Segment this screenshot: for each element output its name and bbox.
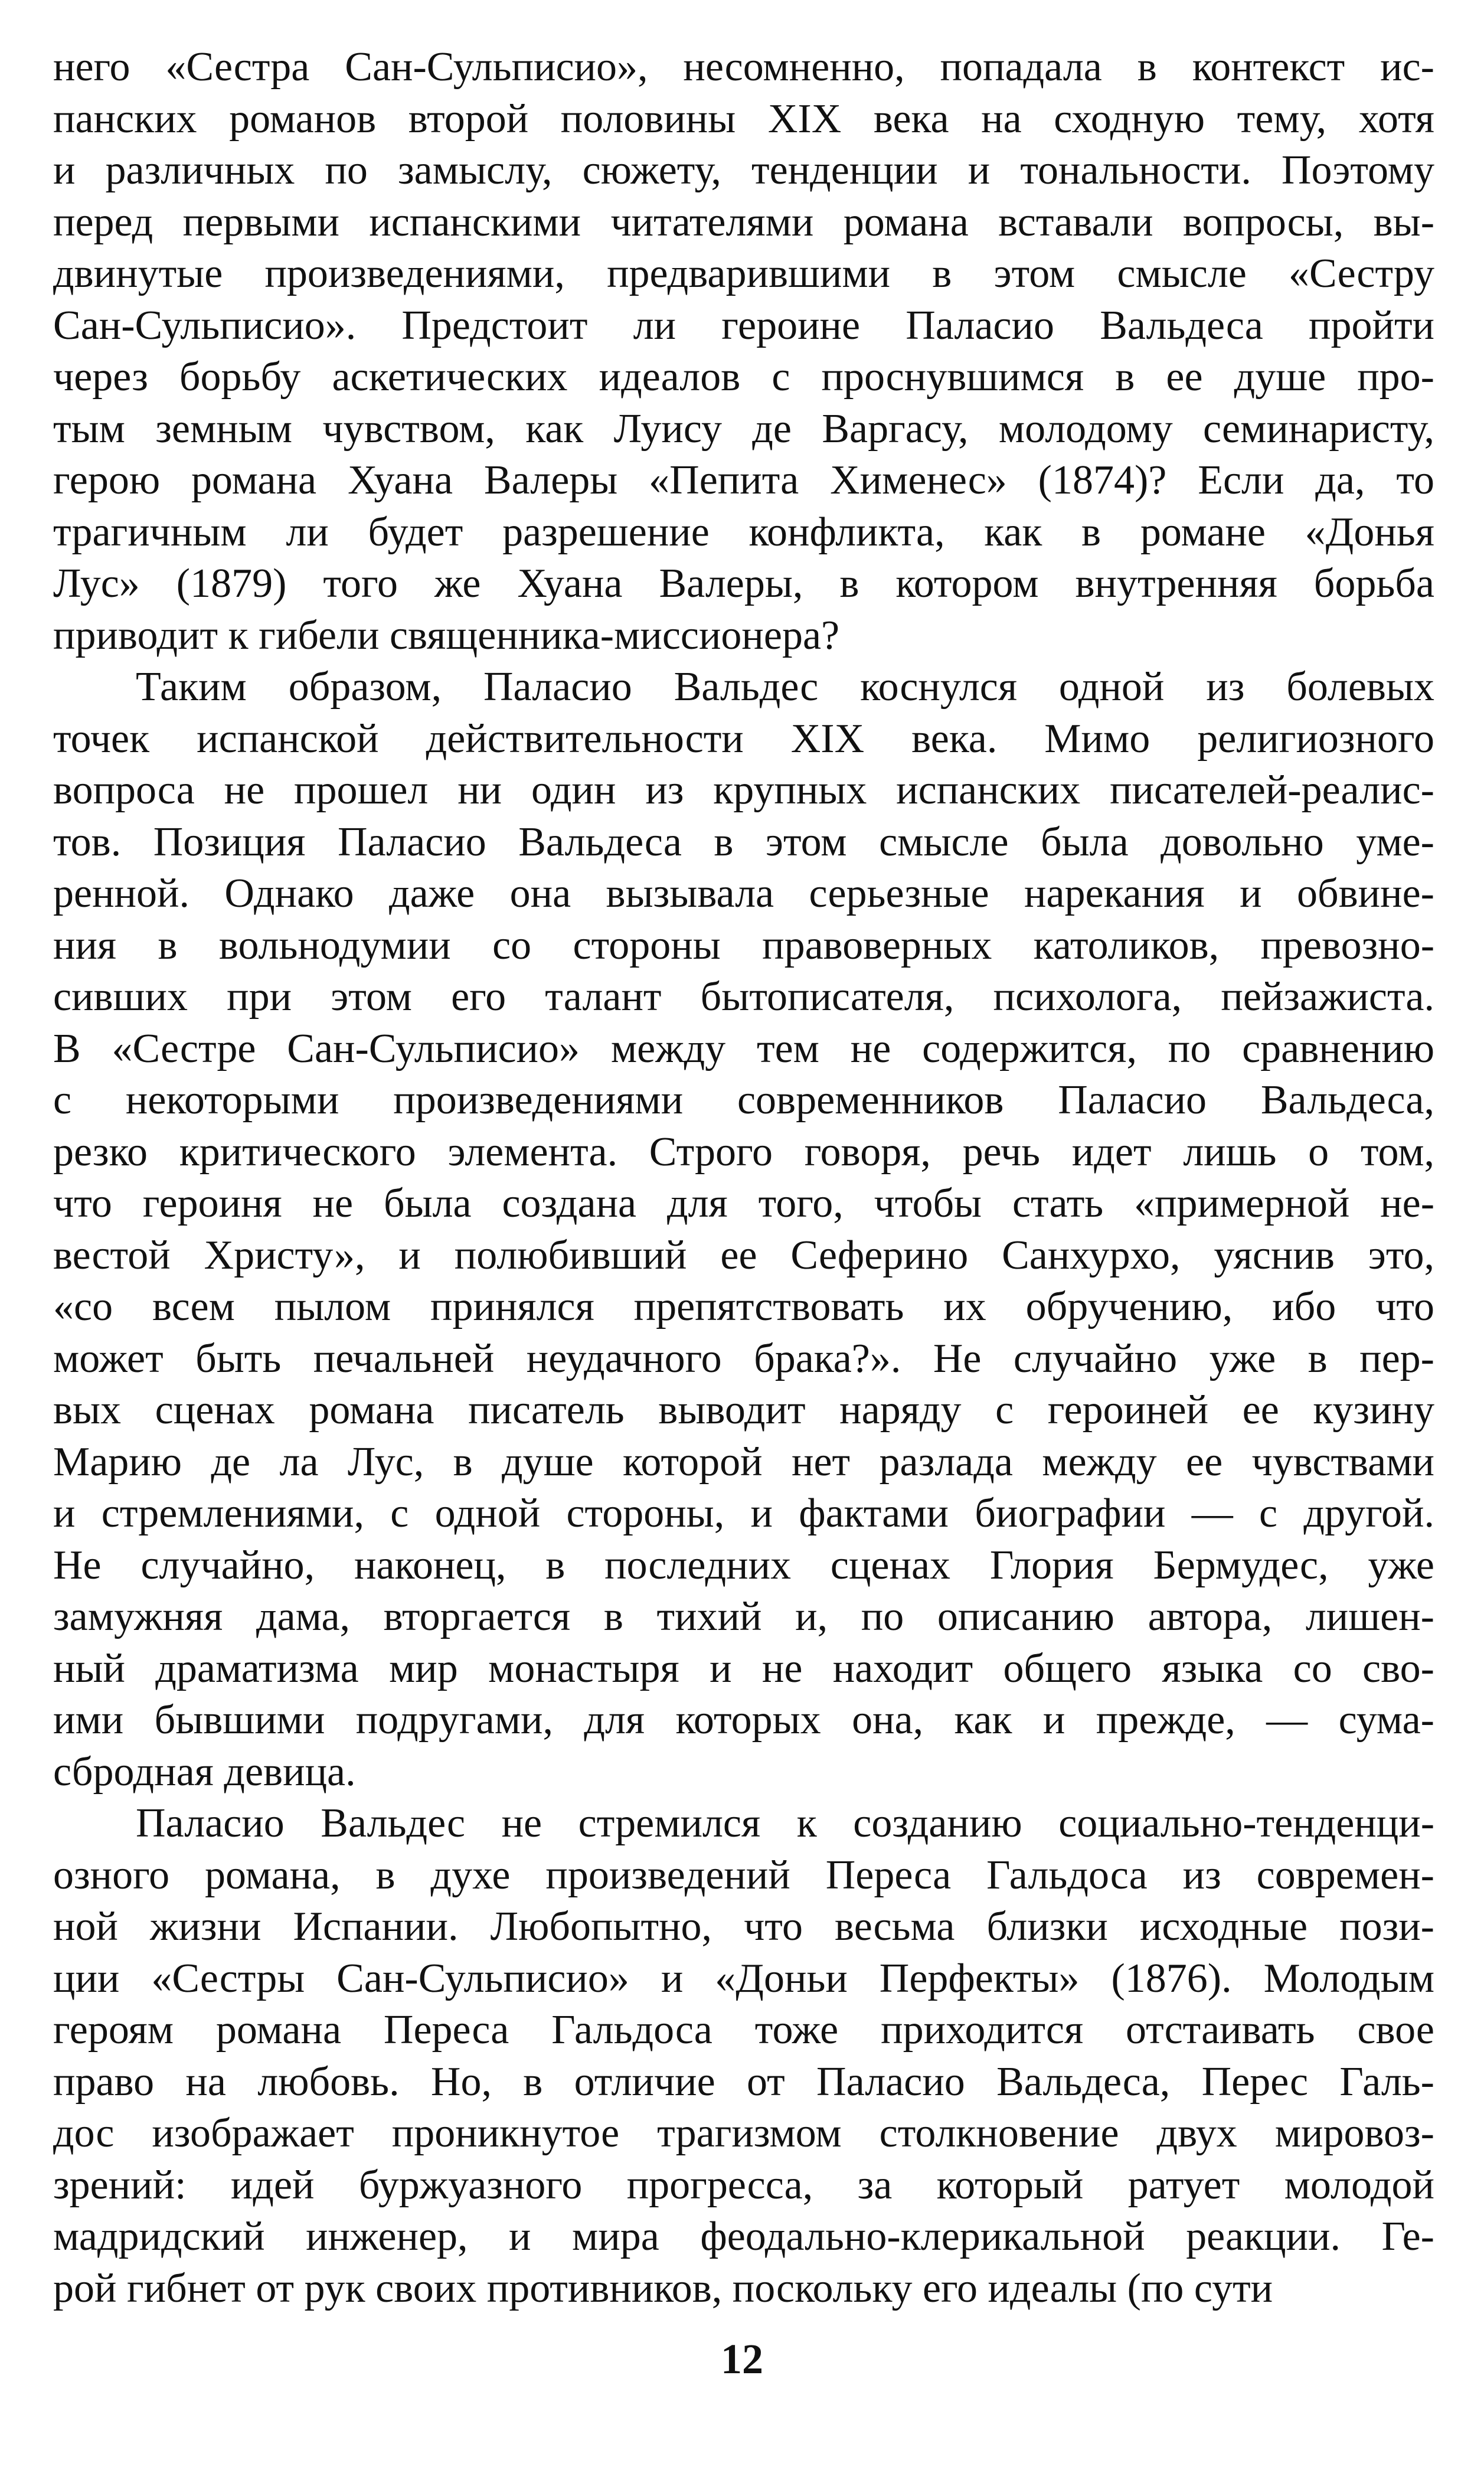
text-line: перед первыми испанскими читателями романа вставали вопросы, вы-: [53, 199, 1434, 245]
text-line: тым земным чувством, как Луису де Варгасу, молодому семинаристу,: [53, 406, 1434, 452]
text-line: панских романов второй половины XIX века на сходную тему, хотя: [53, 96, 1434, 142]
text-line: через борьбу аскетических идеалов с проснувшимся в ее душе про-: [53, 354, 1434, 400]
page-number: 12: [721, 2335, 763, 2383]
text-line: Марию де ла Лус, в душе которой нет разлада между ее чувствами: [53, 1439, 1434, 1485]
text-line: право на любовь. Но, в отличие от Паласио Вальдеса, Перес Галь-: [53, 2059, 1434, 2105]
text-line: Лус» (1879) того же Хуана Валеры, в котором внутренняя борьба: [53, 561, 1434, 606]
text-line: и стремлениями, с одной стороны, и фактами биографии — с другой.: [53, 1491, 1434, 1536]
text-line: герою романа Хуана Валеры «Пепита Хименес» (1874)? Если да, то: [53, 458, 1434, 503]
text-line: резко критического элемента. Строго говоря, речь идет лишь о том,: [53, 1129, 1434, 1175]
text-line: дос изображает проникнутое трагизмом столкновение двух мировоз-: [53, 2110, 1434, 2156]
text-line: ный драматизма мир монастыря и не находит общего языка со сво-: [53, 1645, 1434, 1691]
text-line: «со всем пылом принялся препятствовать их обручению, ибо что: [53, 1284, 1434, 1329]
text-line: Не случайно, наконец, в последних сценах Глория Бермудес, уже: [53, 1542, 1434, 1588]
text-line: ции «Сестры Сан-Сульписио» и «Доньи Перфекты» (1876). Молодым: [53, 1955, 1434, 2001]
text-line: В «Сестре Сан-Сульписио» между тем не содержится, по сравнению: [53, 1025, 1434, 1071]
text-line: рой гибнет от рук своих противников, поскольку его идеалы (по сути: [53, 2265, 1273, 2311]
text-line: тов. Позиция Паласио Вальдеса в этом смысле была довольно уме-: [53, 819, 1434, 865]
text-line: мадридский инженер, и мира феодально-клерикальной реакции. Ге-: [53, 2214, 1434, 2259]
body-text: [53, 41, 1434, 2314]
text-line: с некоторыми произведениями современников Паласио Вальдеса,: [53, 1077, 1434, 1123]
text-line: что героиня не была создана для того, чтобы стать «примерной не-: [53, 1181, 1434, 1226]
text-line: трагичным ли будет разрешение конфликта, как в романе «Донья: [53, 509, 1434, 555]
text-line: может быть печальней неудачного брака?». Не случайно уже в пер-: [53, 1335, 1434, 1381]
text-line: Паласио Вальдес не стремился к созданию социально-тенденци-: [136, 1801, 1434, 1846]
text-line: вестой Христу», и полюбивший ее Сеферино Санхурхо, уяснив это,: [53, 1232, 1434, 1278]
text-line: Таким образом, Паласио Вальдес коснулся одной из болевых: [136, 664, 1434, 710]
text-line: ими бывшими подругами, для которых она, как и прежде, — сума-: [53, 1697, 1434, 1743]
text-line: Сан-Сульписио». Предстоит ли героине Паласио Вальдеса пройти: [53, 302, 1434, 348]
text-line: него «Сестра Сан-Сульписио», несомненно, попадала в контекст ис-: [53, 44, 1434, 90]
paragraph: [53, 661, 1434, 1798]
paragraph: [53, 1798, 1434, 2314]
paragraph: [53, 41, 1434, 661]
text-line: и различных по замыслу, сюжету, тенденции и тональности. Поэтому: [53, 148, 1434, 193]
text-line: ренной. Однако даже она вызывала серьезные нарекания и обвине-: [53, 871, 1434, 916]
text-line: двинутые произведениями, предварившими в этом смысле «Сестру: [53, 251, 1434, 296]
text-line: вых сценах романа писатель выводит наряду с героиней ее кузину: [53, 1387, 1434, 1433]
text-line: приводит к гибели священника-миссионера?: [53, 612, 840, 658]
text-line: точек испанской действительности XIX века. Мимо религиозного: [53, 716, 1434, 762]
text-line: вопроса не прошел ни один из крупных испанских писателей-реалис-: [53, 767, 1434, 813]
text-line: ной жизни Испании. Любопытно, что весьма близки исходные пози-: [53, 1904, 1434, 1949]
text-line: героям романа Переса Гальдоса тоже приходится отстаивать свое: [53, 2007, 1434, 2053]
text-line: сбродная девица.: [53, 1749, 356, 1795]
text-line: зрений: идей буржуазного прогресса, за который ратует молодой: [53, 2162, 1434, 2208]
text-line: ния в вольнодумии со стороны правоверных католиков, превозно-: [53, 922, 1434, 968]
text-line: замужняя дама, вторгается в тихий и, по описанию автора, лишен-: [53, 1594, 1434, 1639]
text-line: озного романа, в духе произведений Переса Гальдоса из современ-: [53, 1852, 1434, 1898]
text-line: сивших при этом его талант бытописателя, психолога, пейзажиста.: [53, 974, 1434, 1020]
